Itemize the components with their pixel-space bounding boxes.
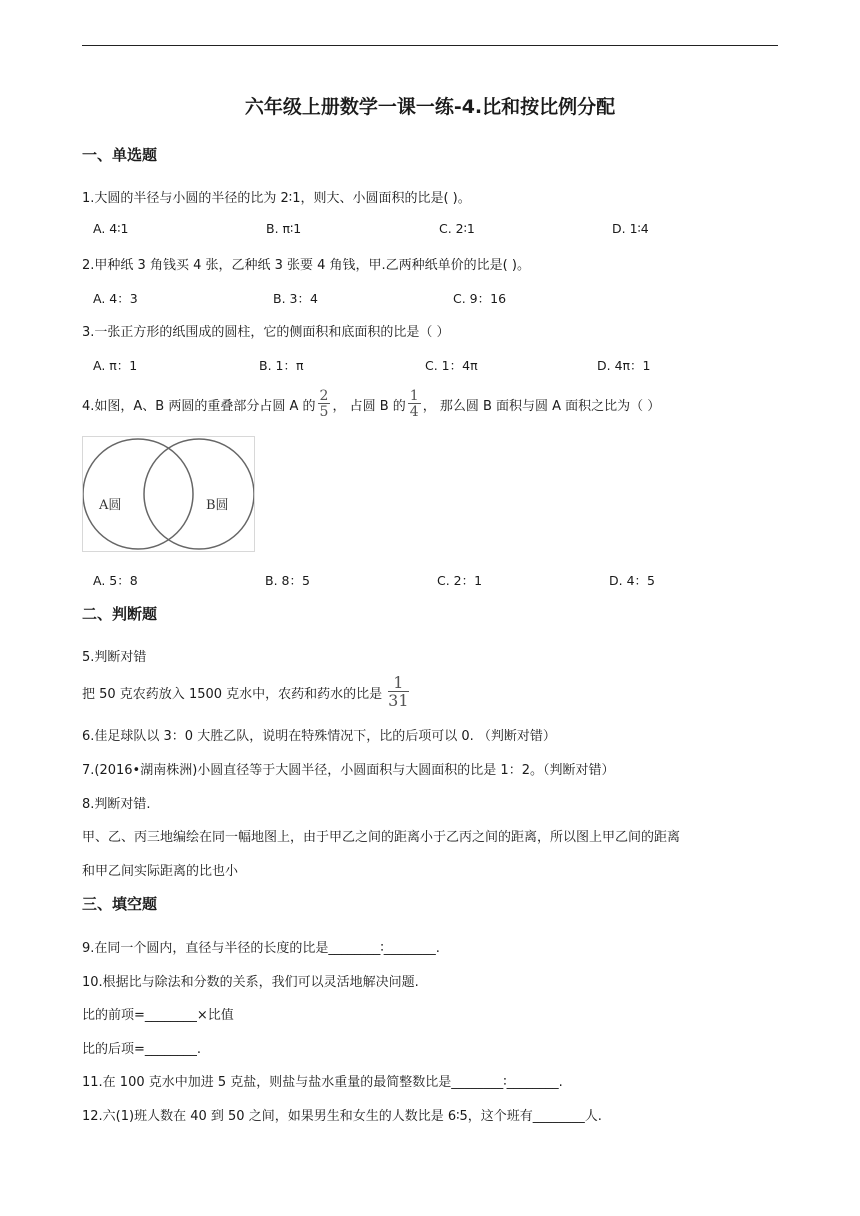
venn-diagram-figure	[82, 436, 255, 552]
question-8-text: 8.判断对错.	[82, 797, 151, 812]
question-9-text: 9.在同一个圆内，直径与半径的长度的比是________∶________.	[82, 941, 440, 956]
venn-diagram-svg	[83, 437, 254, 551]
question-8-line2: 甲、乙、丙三地编绘在同一幅地图上，由于甲乙之间的距离小于乙丙之间的距离，所以图上甲乙间的距离	[82, 830, 681, 845]
circle-a-label: A圆	[99, 498, 122, 513]
fraction-denominator: 5	[319, 404, 329, 420]
section-heading-fill-in: 三、填空题	[82, 895, 158, 913]
question-7-text: 7.(2016•湖南株洲)小圆直径等于大圆半径，小圆面积与大圆面积的比是 1：2。（判断对错）	[82, 763, 615, 778]
fraction-denominator: 4	[409, 404, 419, 420]
fraction-numerator: 1	[409, 388, 419, 404]
question-2-option-a: A. 4：3	[93, 291, 138, 306]
question-4-fraction-b	[408, 389, 421, 419]
section-heading-single-choice: 一、单选题	[82, 146, 158, 164]
circle-a	[83, 439, 193, 549]
fraction-numerator: 1	[388, 675, 408, 692]
question-4-text-b: ， 占圆 B 的	[332, 398, 406, 414]
question-5-fraction	[388, 675, 408, 709]
question-3-option-a: A. π：1	[93, 358, 138, 373]
question-11-text: 11.在 100 克水中加进 5 克盐，则盐与盐水重量的最简整数比是________∶________.	[82, 1075, 563, 1090]
question-5-line2-text: 把 50 克农药放入 1500 克水中，农药和药水的比是	[82, 686, 383, 702]
question-10-line2: 比的前项=________×比值	[82, 1008, 234, 1023]
question-1-text: 1.大圆的半径与小圆的半径的比为 2∶1，则大、小圆面积的比是( )。	[82, 191, 471, 206]
question-5-line2	[82, 674, 411, 710]
question-1-option-d: D. 1∶4	[612, 221, 649, 236]
question-8-line3: 和甲乙间实际距离的比也小	[82, 864, 239, 879]
question-2-option-c: C. 9：16	[453, 291, 507, 306]
page-title: 六年级上册数学一课一练-4.比和按比例分配	[244, 96, 616, 118]
question-1-option-a: A. 4∶1	[93, 221, 129, 236]
question-4-text	[82, 387, 660, 421]
question-1-option-b: B. π∶1	[266, 221, 302, 236]
question-4-option-a: A. 5：8	[93, 573, 138, 588]
section-heading-true-false: 二、判断题	[82, 605, 158, 623]
question-4-fraction-a	[318, 389, 331, 419]
question-4-option-b: B. 8：5	[265, 573, 310, 588]
question-5-text: 5.判断对错	[82, 650, 147, 665]
question-4-text-a: 4.如图，A、B 两圆的重叠部分占圆 A 的	[82, 398, 316, 414]
question-1-option-c: C. 2∶1	[439, 221, 475, 236]
header-rule	[82, 45, 778, 46]
question-10-line3: 比的后项=________.	[82, 1042, 202, 1057]
question-2-option-b: B. 3：4	[273, 291, 318, 306]
fraction-numerator: 2	[319, 388, 329, 404]
question-4-text-c: ， 那么圆 B 面积与圆 A 面积之比为（ ）	[422, 398, 661, 414]
fraction-denominator: 31	[388, 691, 409, 710]
question-12-text: 12.六(1)班人数在 40 到 50 之间，如果男生和女生的人数比是 6∶5，这个班有________人.	[82, 1109, 602, 1124]
question-3-option-d: D. 4π：1	[597, 358, 651, 373]
question-3-option-b: B. 1：π	[259, 358, 304, 373]
question-6-text: 6.佳足球队以 3：0 大胜乙队，说明在特殊情况下，比的后项可以 0. （判断对错）	[82, 729, 556, 744]
question-10-text: 10.根据比与除法和分数的关系，我们可以灵活地解决问题.	[82, 975, 419, 990]
circle-b	[144, 439, 254, 549]
question-3-text: 3.一张正方形的纸围成的圆柱，它的侧面积和底面积的比是（ ）	[82, 325, 450, 340]
circle-b-label: B圆	[206, 498, 229, 513]
question-4-option-c: C. 2：1	[437, 573, 483, 588]
question-3-option-c: C. 1：4π	[425, 358, 478, 373]
question-2-text: 2.甲种纸 3 角钱买 4 张，乙种纸 3 张要 4 角钱，甲.乙两种纸单价的比是( )。	[82, 258, 530, 273]
question-4-option-d: D. 4：5	[609, 573, 655, 588]
